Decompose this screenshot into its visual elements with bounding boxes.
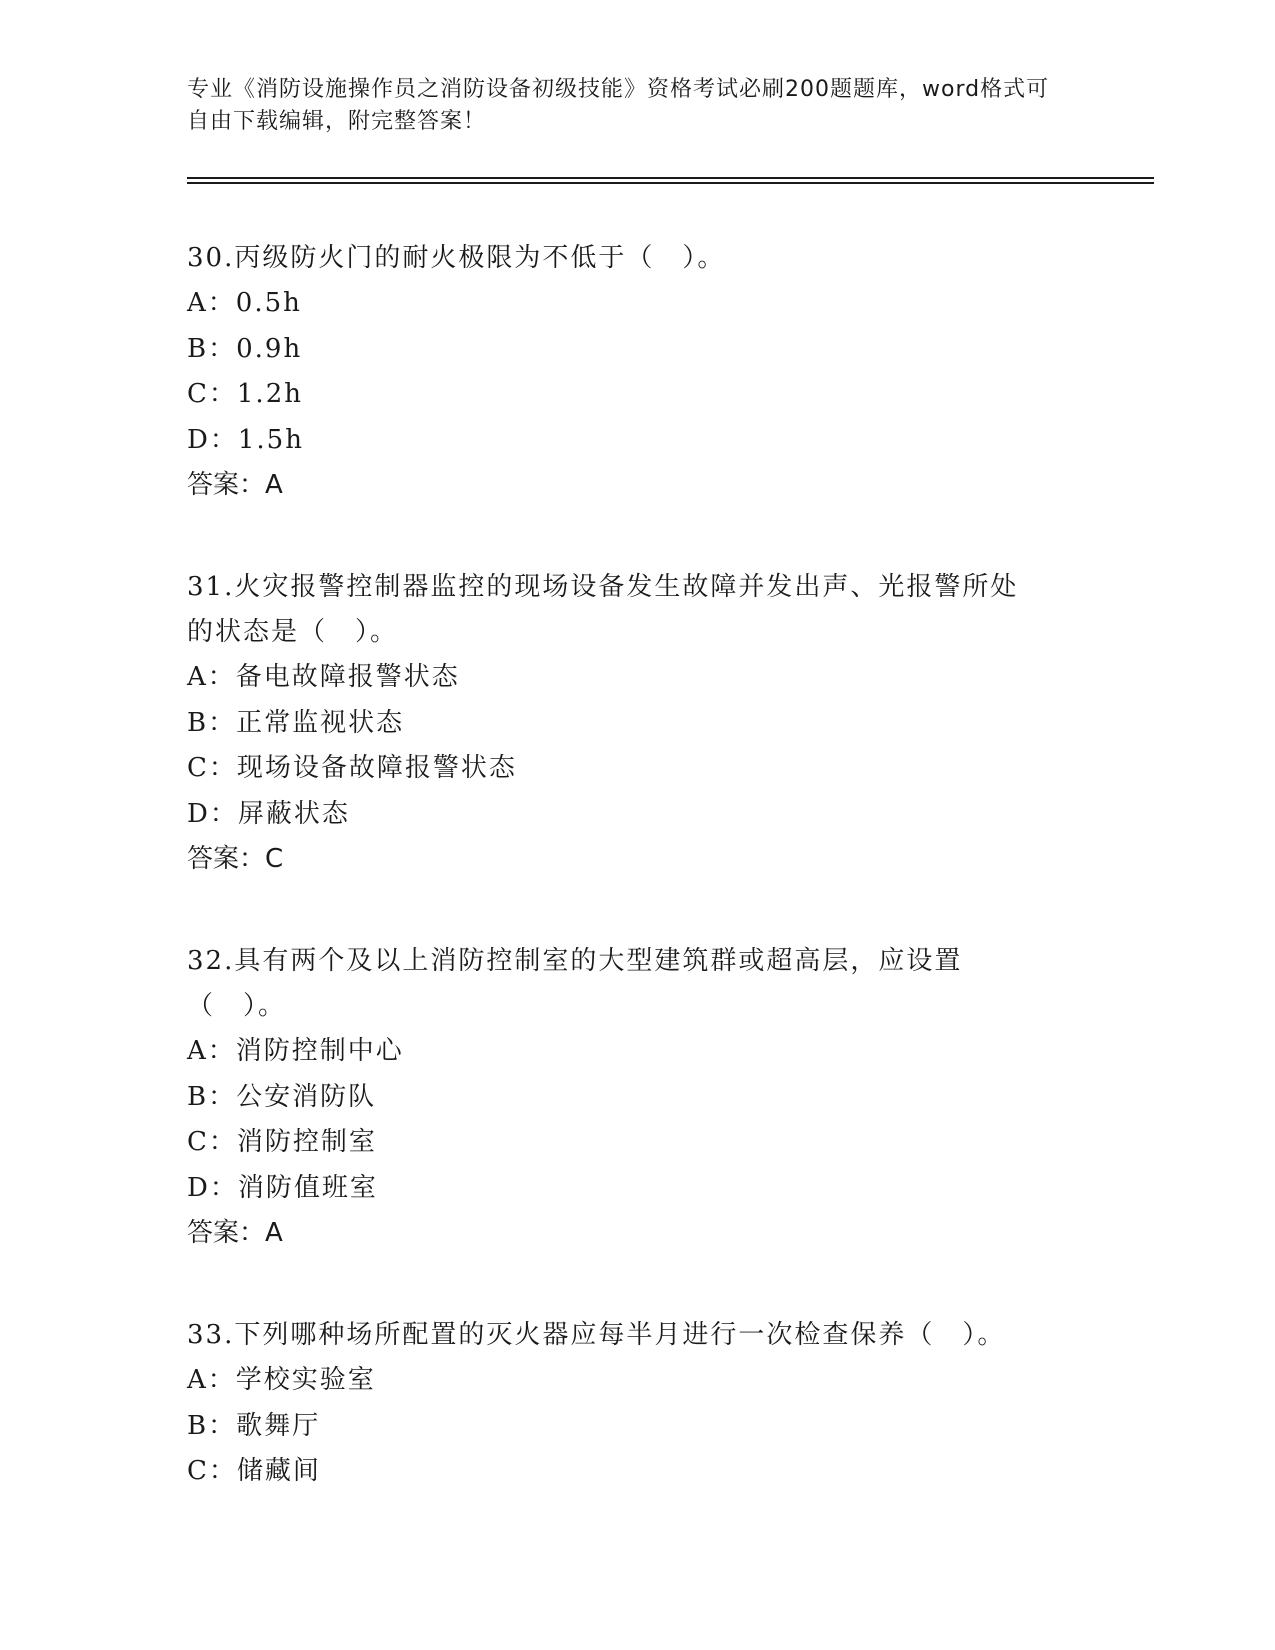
question-text: 31.火灾报警控制器监控的现场设备发生故障并发出声、光报警所处的状态是（ ）。 xyxy=(187,572,1019,647)
document-header-text: 专业《消防设施操作员之消防设备初级技能》资格考试必刷200题题库，word格式可自由下载编辑，附完整答案！ xyxy=(187,77,1050,134)
option-b: B：歌舞厅 xyxy=(187,1410,321,1441)
question-33 xyxy=(187,1313,1087,1495)
question-30 xyxy=(187,236,1087,508)
option-d: D：1.5h xyxy=(187,424,304,455)
answer-label: 答案：C xyxy=(187,844,284,874)
answer-label: 答案：A xyxy=(187,1218,283,1248)
option-c: C：现场设备故障报警状态 xyxy=(187,753,517,783)
option-c: C：1.2h xyxy=(187,379,303,409)
option-d: D：消防值班室 xyxy=(187,1172,378,1203)
question-text: 32.具有两个及以上消防控制室的大型建筑群或超高层，应设置（ ）。 xyxy=(187,946,963,1021)
option-b: B：0.9h xyxy=(187,333,303,364)
question-31 xyxy=(187,565,1087,882)
option-c: C：储藏间 xyxy=(187,1456,321,1486)
question-text: 30.丙级防火门的耐火极限为不低于（ ）。 xyxy=(187,243,726,273)
option-b: B：正常监视状态 xyxy=(187,707,405,738)
option-a: A：学校实验室 xyxy=(187,1365,376,1395)
option-b: B：公安消防队 xyxy=(187,1081,377,1112)
question-list xyxy=(187,236,1087,1495)
question-text: 33.下列哪种场所配置的灭火器应每半月进行一次检查保养（ ）。 xyxy=(187,1320,1006,1350)
header-divider-top xyxy=(187,177,1154,179)
option-a: A：0.5h xyxy=(187,288,302,318)
option-d: D：屏蔽状态 xyxy=(187,798,350,829)
option-a: A：消防控制中心 xyxy=(187,1036,404,1066)
option-c: C：消防控制室 xyxy=(187,1127,377,1157)
question-32 xyxy=(187,939,1087,1256)
option-a: A：备电故障报警状态 xyxy=(187,662,460,692)
answer-label: 答案：A xyxy=(187,470,283,500)
header-divider-bottom xyxy=(187,182,1154,184)
